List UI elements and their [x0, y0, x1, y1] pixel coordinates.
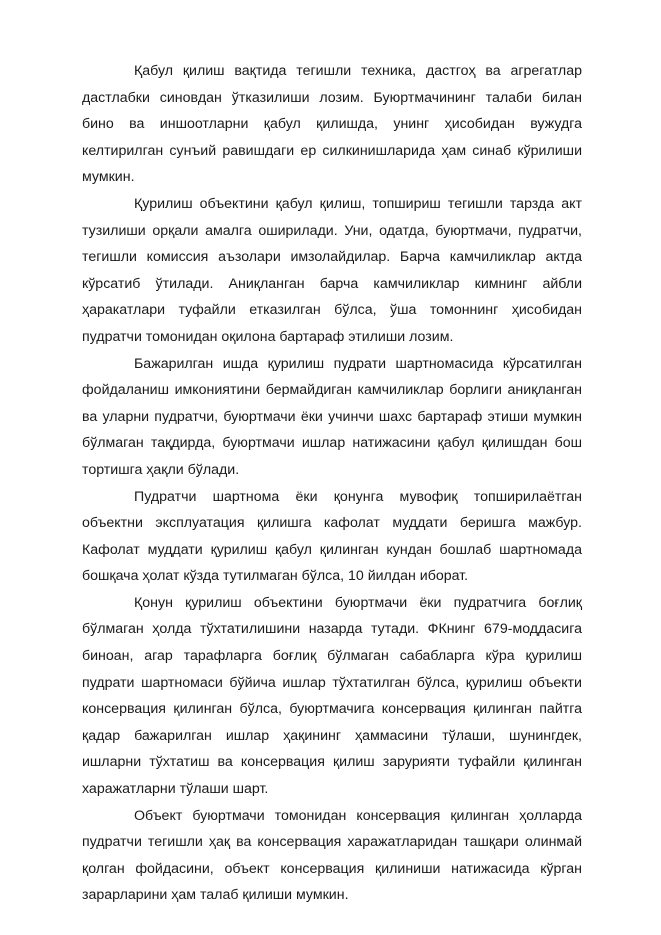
paragraph-acceptance-act: Қурилиш объектини қабул қилиш, топшириш тегишли тарзда акт тузилиши орқали амалга оширилади. Уни, одатда, буюртмачи, пудратчи, тегишли комиссия аъзолари имзолайдилар. Барча камчиликлар актда кўрсатиб ўтилади. Аниқланган барча камчиликлар кимнинг айбли ҳаракатлари туфайли етказилган бўлса, ўша томоннинг ҳисобидан пудратчи томонидан оқилона бартараф этилиши лозим. [82, 195, 582, 345]
paragraph-defects-refusal: Бажарилган ишда қурилиш пудрати шартномасида кўрсатилган фойдаланиш имкониятини бермайдиган камчиликлар борлиги аниқланган ва уларни пудратчи, буюртмачи ёки учинчи шахс бартараф этиши мумкин бўлмаган тақдирда, буюртмачи ишлар натижасини қабул қилишдан бош тортишга ҳақли бўлади. [82, 355, 582, 478]
paragraph-acceptance-testing: Қабул қилиш вақтида тегишли техника, дастгоҳ ва агрегатлар дастлабки синовдан ўтказилиши лозим. Буюртмачининг талаби билан бино ва иншоотларни қабул қилишда, унинг ҳисобидан вужудга келтирилган сунъий равишдаги ер силкинишларида ҳам синаб кўрилиши мумкин. [82, 63, 582, 186]
document-body [82, 58, 582, 909]
paragraph-conservation-losses: Объект буюртмачи томонидан консервация қилинган ҳолларда пудратчи тегишли ҳақ ва консервация харажатларидан ташқари олинмай қолган фойдасини, объект консервация қилиниши натижасида кўрган зарарларини ҳам талаб қилиши мумкин. [82, 807, 582, 904]
paragraph-warranty-period: Пудратчи шартнома ёки қонунга мувофиқ топширилаётган объектни эксплуатация қилишга кафолат муддати беришга мажбур. Кафолат муддати қурилиш қабул қилинган кундан бошлаб шартномада бошқача ҳолат кўзда тутилмаган бўлса, 10 йилдан иборат. [82, 488, 582, 585]
paragraph-suspension-conservation: Қонун қурилиш объектини буюртмачи ёки пудратчига боғлиқ бўлмаган ҳолда тўхтатилишини назарда тутади. ФКнинг 679-моддасига биноан, агар тарафларга боғлиқ бўлмаган сабабларга кўра қурилиш пудрати шартномаси бўйича ишлар тўхтатилган бўлса, қурилиш объекти консервация қилинган бўлса, буюртмачига консервация қилинган пайтга қадар бажарилган ишлар ҳақининг ҳаммасини тўлаши, шунингдек, ишларни тўхтатиш ва консервация қилиш зарурияти туфайли қилинган харажатларни тўлаши шарт. [82, 594, 582, 798]
